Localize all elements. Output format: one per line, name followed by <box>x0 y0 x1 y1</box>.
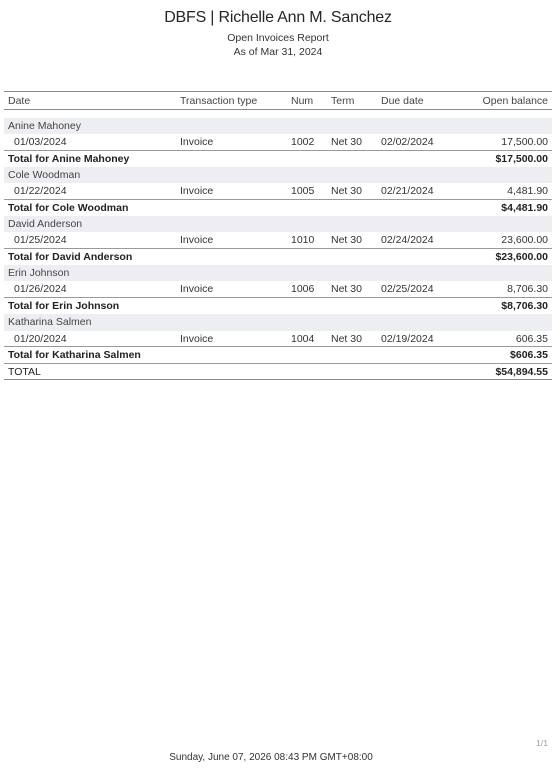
column-header-due-date[interactable]: Due date <box>377 92 457 110</box>
customer-total-value: $23,600.00 <box>457 249 552 265</box>
invoice-num[interactable]: 1005 <box>291 185 315 197</box>
invoice-date: 01/26/2024 <box>14 283 67 296</box>
customer-total-label: Total for Katharina Salmen <box>4 347 457 363</box>
invoice-term: Net 30 <box>331 234 362 247</box>
invoice-due-date: 02/21/2024 <box>381 185 434 197</box>
invoice-open-balance: 8,706.30 <box>507 283 548 296</box>
invoice-due-date: 02/02/2024 <box>381 135 434 148</box>
customer-total-value: $606.35 <box>457 347 552 363</box>
customer-group-row[interactable] <box>4 314 552 330</box>
customer-name[interactable]: Cole Woodman <box>4 167 552 183</box>
invoice-num[interactable]: 1002 <box>291 135 315 148</box>
customer-total-label: Total for Anine Mahoney <box>4 150 457 166</box>
customer-group-row[interactable] <box>4 118 552 134</box>
invoice-date: 01/20/2024 <box>14 332 67 345</box>
invoice-row[interactable] <box>4 281 552 297</box>
company-title: DBFS | Richelle Ann M. Sanchez <box>164 9 392 26</box>
spacer-row <box>4 110 552 118</box>
report-name: Open Invoices Report <box>227 32 329 44</box>
invoice-transaction-type[interactable]: Invoice <box>180 332 214 345</box>
invoice-transaction-type[interactable]: Invoice <box>180 234 214 247</box>
customer-total-value: $4,481.90 <box>457 199 552 215</box>
invoice-date: 01/22/2024 <box>14 185 67 197</box>
invoice-due-date: 02/19/2024 <box>381 332 434 345</box>
invoice-due-date: 02/25/2024 <box>381 283 434 296</box>
invoice-transaction-type[interactable]: Invoice <box>180 135 214 148</box>
customer-total-row <box>4 298 552 314</box>
page-number: 1/1 <box>536 738 548 748</box>
column-header-transaction-type[interactable]: Transaction type <box>176 92 287 110</box>
column-header-num[interactable]: Num <box>287 92 327 110</box>
customer-group-row[interactable] <box>4 265 552 281</box>
customer-total-row <box>4 150 552 166</box>
grand-total-row <box>4 363 552 379</box>
invoice-term: Net 30 <box>331 283 362 296</box>
table-body <box>4 110 552 364</box>
grand-total-label: TOTAL <box>4 363 176 379</box>
invoice-open-balance: 17,500.00 <box>501 135 548 148</box>
invoice-date: 01/25/2024 <box>14 234 67 247</box>
invoice-num[interactable]: 1006 <box>291 283 315 296</box>
footer-timestamp: Sunday, June 07, 2026 08:43 PM GMT+08:00 <box>169 752 373 763</box>
customer-total-label: Total for Cole Woodman <box>4 199 457 215</box>
customer-total-label: Total for Erin Johnson <box>4 298 457 314</box>
customer-group-row[interactable] <box>4 216 552 232</box>
invoice-num[interactable]: 1004 <box>291 332 315 345</box>
report-date: As of Mar 31, 2024 <box>233 46 323 58</box>
invoice-transaction-type[interactable]: Invoice <box>180 185 214 197</box>
grand-total-value: $54,894.55 <box>457 363 552 379</box>
invoice-term: Net 30 <box>331 332 362 345</box>
open-invoices-table <box>4 91 552 380</box>
column-header-date[interactable]: Date <box>4 92 176 110</box>
invoice-term: Net 30 <box>331 135 362 148</box>
invoice-term: Net 30 <box>331 185 362 197</box>
customer-total-row <box>4 347 552 363</box>
invoice-open-balance: 606.35 <box>515 332 548 345</box>
customer-name[interactable]: Erin Johnson <box>4 265 552 281</box>
invoice-row[interactable] <box>4 183 552 199</box>
customer-total-label: Total for David Anderson <box>4 249 457 265</box>
invoice-row[interactable] <box>4 331 552 347</box>
customer-name[interactable]: Anine Mahoney <box>4 118 552 134</box>
column-header-term[interactable]: Term <box>327 92 377 110</box>
customer-total-value: $8,706.30 <box>457 298 552 314</box>
invoice-date: 01/03/2024 <box>14 135 67 148</box>
customer-total-row <box>4 249 552 265</box>
report-header <box>0 8 556 59</box>
column-header-open-balance[interactable]: Open balance <box>457 92 552 110</box>
customer-total-row <box>4 199 552 215</box>
customer-name[interactable]: Katharina Salmen <box>4 314 552 330</box>
invoice-transaction-type[interactable]: Invoice <box>180 283 214 296</box>
customer-name[interactable]: David Anderson <box>4 216 552 232</box>
invoice-open-balance: 4,481.90 <box>507 185 548 197</box>
invoice-open-balance: 23,600.00 <box>501 234 548 247</box>
customer-total-value: $17,500.00 <box>457 150 552 166</box>
invoice-num[interactable]: 1010 <box>291 234 315 247</box>
customer-group-row[interactable] <box>4 167 552 183</box>
invoice-row[interactable] <box>4 232 552 248</box>
invoice-due-date: 02/24/2024 <box>381 234 434 247</box>
invoice-row[interactable] <box>4 134 552 150</box>
table-header-row <box>4 92 552 110</box>
